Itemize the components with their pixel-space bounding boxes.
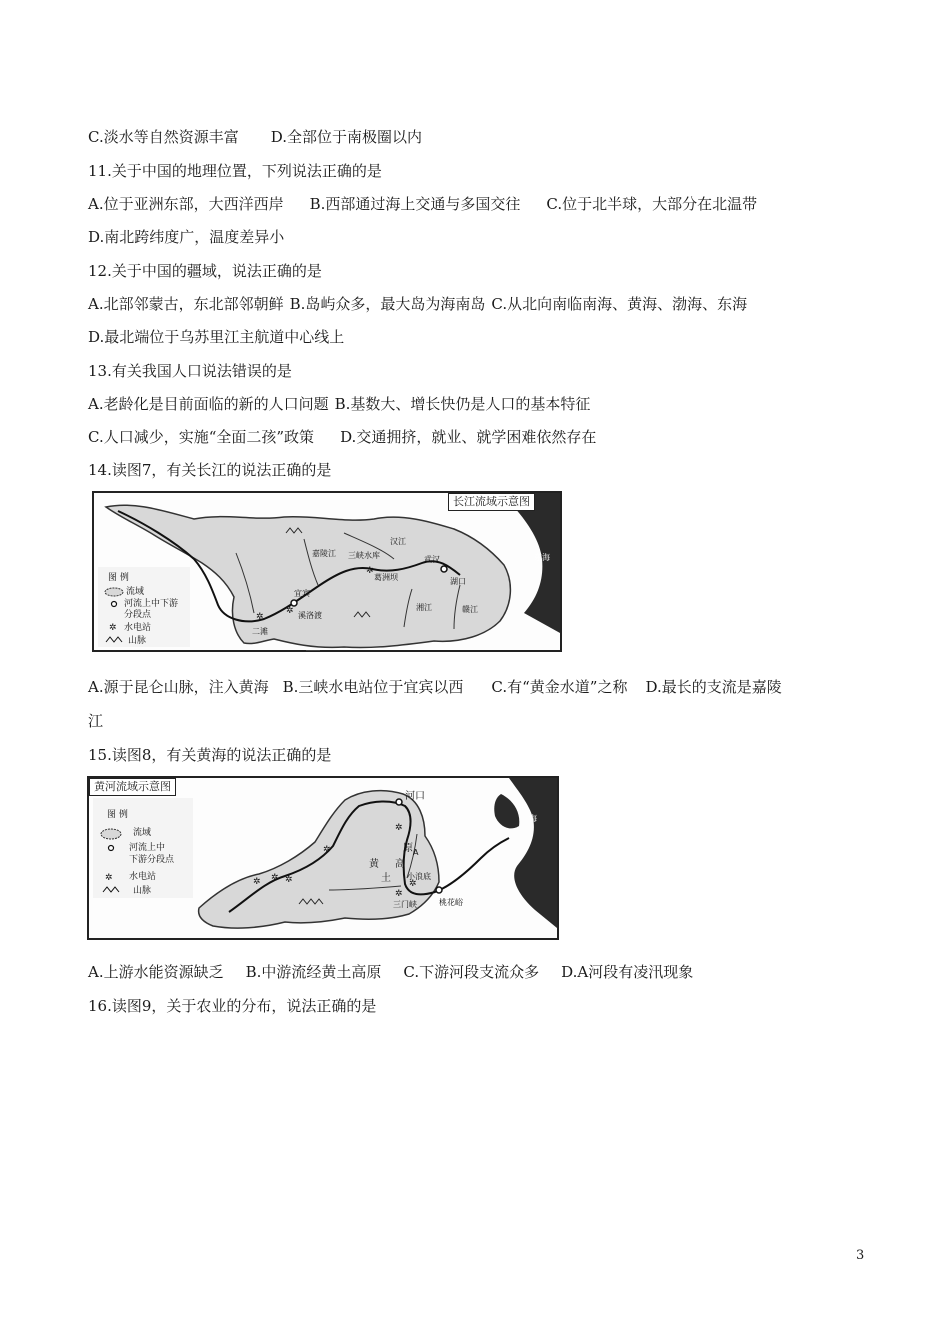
q13-option-a: A.老龄化是目前面临的新的人口问题 [88,395,329,413]
q16-stem: 16.读图9，关于农业的分布，说法正确的是 [88,997,377,1015]
legend-split-label-2: 分段点 [124,610,152,620]
q11-option-a: A.位于亚洲东部，大西洋西岸 [88,195,284,213]
q10-options [88,127,422,147]
split-point-hekou [396,799,402,805]
coastline [514,493,560,633]
q13-option-d: D.交通拥挤，就业、就学困难依然存在 [340,428,597,446]
q15-stem: 15.读图8，有关黄海的说法正确的是 [88,746,332,764]
q11-option-d: D.南北跨纬度广，温度差异小 [88,228,285,246]
station-xiaolangdi-icon: ✲ [409,879,417,889]
q10-option-d: D.全部位于南极圈以内 [270,128,422,146]
legend-split-point-icon [109,846,114,851]
q12-option-c: C.从北向南临南海、黄海、渤海、东海 [491,295,748,313]
yangtze-map-title: 长江流域示意图 [448,493,535,511]
q15-option-c: C.下游河段支流众多 [403,963,540,981]
station-icon-1: ✲ [253,877,261,887]
yellow-river-basin-map [87,776,559,940]
legend-split-point-icon [112,602,117,607]
legend-basin-label: 流域 [133,828,152,838]
q15-options [88,962,693,982]
label-three-gorges: 三峡水库 [348,551,380,560]
label-wuhan: 武汉 [424,555,440,564]
q11-stem: 11.关于中国的地理位置，下列说法正确的是 [88,162,382,180]
label-a: A [413,848,419,857]
q12-options-row1 [88,294,747,314]
label-gezhouba: 葛洲坝 [374,573,398,582]
station-icon-3: ✲ [285,875,293,885]
label-hekou: 河口 [405,791,425,802]
q12-option-b: B.岛屿众多，最大岛为海南岛 [289,295,486,313]
legend-station-icon: ✲ [105,873,113,883]
legend-split-label-2: 下游分段点 [129,855,175,865]
station-icon-2: ✲ [271,873,279,883]
q14-option-b: B.三峡水电站位于宜宾以西 [282,678,464,696]
legend-basin-swatch [105,588,123,596]
legend-basin-label: 流域 [126,587,145,597]
coastline [509,778,557,928]
q13-stem: 13.有关我国人口说法错误的是 [88,362,292,380]
label-taohuayu: 桃花峪 [439,898,463,907]
split-point-taohuayu [436,887,442,893]
page-number: 3 [856,1248,865,1263]
legend-title: 图 例 [108,573,129,583]
q13-option-b: B.基数大、增长快仍是人口的基本特征 [334,395,591,413]
station-three-gorges-icon: ✲ [366,566,374,576]
q14-option-d-continued: 江 [88,712,104,730]
legend-station-icon: ✲ [109,623,117,633]
split-point-hukou [441,566,447,572]
label-sea: 东海 [534,553,550,562]
q11-option-b: B.西部通过海上交通与多国交往 [309,195,521,213]
bohai-sea [494,794,519,828]
q14-option-a: A.源于昆仑山脉，注入黄海 [88,678,269,696]
label-xiaolangdi: 小浪底 [407,872,431,881]
legend-station-label: 水电站 [124,623,152,633]
label-han: 汉江 [390,537,406,546]
q12-stem: 12.关于中国的疆域，说法正确的是 [88,262,322,280]
q12-option-a: A.北部邻蒙古，东北部邻朝鲜 [88,295,284,313]
q14-option-c: C.有“黄金水道”之称 [491,678,628,696]
legend-split-label-1: 河流上中下游 [124,599,179,609]
q11-options-row1 [88,194,757,214]
label-gan: 赣江 [462,605,478,614]
yangtze-basin-map [92,491,562,652]
label-sanmenxia: 三门峡 [393,900,417,909]
label-sea-2: 海 [529,814,537,823]
q11-option-c: C.位于北半球，大部分在北温带 [546,195,758,213]
label-xiluodu: 溪洛渡 [298,611,322,620]
label-xiang: 湘江 [416,603,432,612]
station-ertan-icon: ✲ [256,612,264,622]
label-sea-1: 渤 [519,802,527,811]
q13-options-row1 [88,394,590,414]
q15-option-d: D.A河段有凌汛现象 [561,963,694,981]
yangtze-map-drawing [94,493,560,650]
yellow-river-map-title: 黄河流域示意图 [89,778,176,796]
map7-caption-mark [306,650,320,651]
label-yibin: 宜宾 [294,589,310,598]
legend-title: 图 例 [107,810,128,820]
label-ertan: 二滩 [252,627,268,636]
legend-split-label-1: 河流上中 [129,843,166,853]
legend-basin-swatch [101,829,121,839]
legend-station-label: 水电站 [129,872,157,882]
q15-option-b: B.中游流经黄土高原 [245,963,382,981]
q14-options-row1 [88,677,782,697]
label-loess-1: 黄 [369,859,379,870]
label-plateau-1: 高 [395,859,405,870]
q10-option-c: C.淡水等自然资源丰富 [88,128,239,146]
label-plateau-2: 原 [403,843,413,854]
q12-option-d: D.最北端位于乌苏里江主航道中心线上 [88,328,345,346]
station-icon-7: ✲ [395,823,403,833]
label-jialing: 嘉陵江 [312,549,336,558]
q15-option-a: A.上游水能资源缺乏 [88,963,224,981]
legend-mountain-label: 山脉 [128,636,147,646]
station-xiluodu-icon: ✲ [286,606,294,616]
station-icon-4: ✲ [323,845,331,855]
label-loess-2: 土 [381,873,391,884]
station-sanmenxia-icon: ✲ [395,889,403,899]
q14-stem: 14.读图7，有关长江的说法正确的是 [88,461,332,479]
q13-option-c: C.人口减少，实施“全面二孩”政策 [88,428,315,446]
q14-option-d: D.最长的支流是嘉陵 [645,678,782,696]
legend-mountain-label: 山脉 [133,886,152,896]
q13-options-row2 [88,427,596,447]
label-hukou: 湖口 [450,577,466,586]
